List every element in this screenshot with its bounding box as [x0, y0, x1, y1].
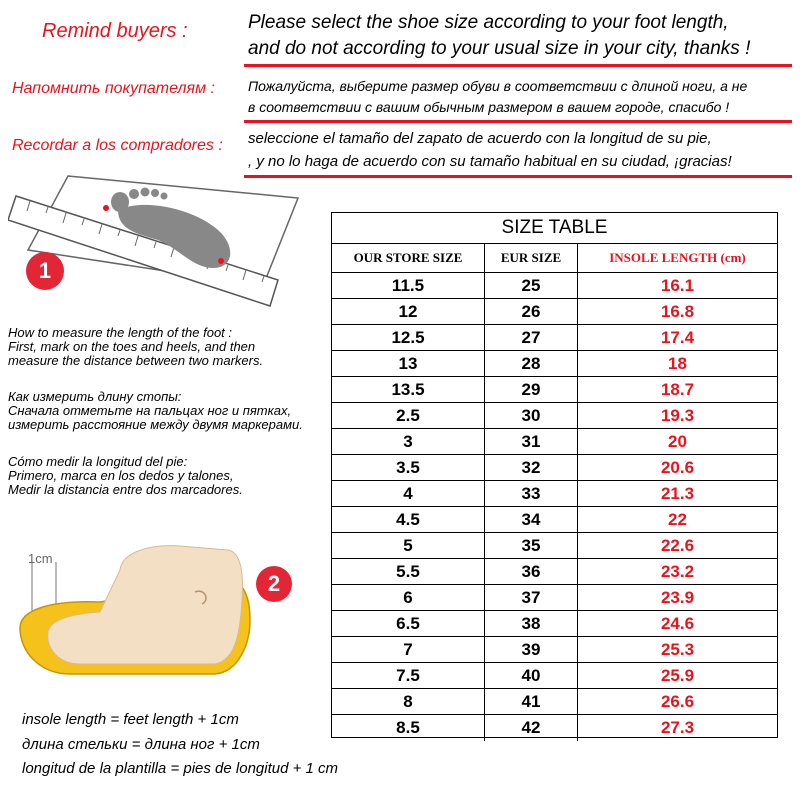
eur-size-cell: 36: [485, 559, 578, 585]
remind-label-es: Recordar a los compradores :: [12, 137, 223, 154]
size-table: [331, 212, 778, 738]
notice-es-line2: , y no lo haga de acuerdo con su tamaño habitual en su ciudad, ¡gracias!: [248, 153, 732, 170]
notice-es-line1: seleccione el tamaño del zapato de acuerdo con la longitud de su pie,: [248, 130, 712, 147]
eur-size-cell: 40: [485, 663, 578, 689]
eur-size-cell: 32: [485, 455, 578, 481]
table-row: [332, 351, 777, 377]
header-store-size: OUR STORE SIZE: [332, 244, 485, 273]
insole-length-cell: 16.1: [578, 273, 777, 299]
store-size-cell: 4: [332, 481, 485, 507]
table-row: [332, 663, 777, 689]
store-size-cell: 6: [332, 585, 485, 611]
table-row: [332, 455, 777, 481]
insole-length-cell: 17.4: [578, 325, 777, 351]
table-row: [332, 637, 777, 663]
notice-ru-line2: в соответствии с вашим обычным размером в вашем городе, спасибо !: [248, 99, 730, 115]
store-size-cell: 8: [332, 689, 485, 715]
eur-size-cell: 28: [485, 351, 578, 377]
formula-ru: длина стельки = длина ног + 1cm: [22, 736, 260, 753]
insole-length-cell: 19.3: [578, 403, 777, 429]
store-size-cell: 4.5: [332, 507, 485, 533]
insole-length-cell: 22.6: [578, 533, 777, 559]
size-table-title: SIZE TABLE: [332, 213, 777, 244]
store-size-cell: 7.5: [332, 663, 485, 689]
insole-length-cell: 23.2: [578, 559, 777, 585]
table-row: [332, 585, 777, 611]
size-table-header: [332, 244, 777, 273]
remind-label-en: Remind buyers :: [42, 20, 188, 42]
store-size-cell: 13: [332, 351, 485, 377]
eur-size-cell: 29: [485, 377, 578, 403]
store-size-cell: 2.5: [332, 403, 485, 429]
underline-en: [244, 64, 792, 67]
formula-en: insole length = feet length + 1cm: [22, 711, 239, 728]
insole-length-cell: 27.3: [660, 718, 695, 737]
table-row: [332, 715, 777, 741]
howto-ru: Как измерить длину стопы: Сначала отметьте на пальцах ног и пятках, измерить расстояние между двумя маркерами.: [8, 389, 303, 432]
notice-ru-line1: Пожалуйста, выберите размер обуви в соответствии с длиной ноги, а не: [248, 78, 748, 94]
insole-length-cell: 23.9: [578, 585, 777, 611]
insole-length-cell: 18: [578, 351, 777, 377]
table-row: [332, 377, 777, 403]
store-size-cell: 7: [332, 637, 485, 663]
store-size-cell: 8.5: [332, 715, 485, 741]
size-table-body: [332, 273, 777, 741]
store-size-cell: 12.5: [332, 325, 485, 351]
eur-size-cell: 39: [485, 637, 578, 663]
insole-length-cell: 25.3: [578, 637, 777, 663]
eur-size-cell: 33: [485, 481, 578, 507]
eur-size-cell: 38: [485, 611, 578, 637]
step-1-badge: 1: [26, 252, 64, 290]
notice-en-line2: and do not according to your usual size in your city, thanks !: [248, 38, 751, 59]
store-size-cell: 12: [332, 299, 485, 325]
store-size-cell: 11.5: [332, 273, 485, 299]
insole-length-cell: 26.6: [578, 689, 777, 715]
store-size-cell: 13.5: [332, 377, 485, 403]
store-size-cell: 6.5: [332, 611, 485, 637]
table-row: [332, 273, 777, 299]
table-row: [332, 429, 777, 455]
insole-length-cell: 21.3: [578, 481, 777, 507]
insole-length-cell: 24.6: [578, 611, 777, 637]
howto-en: How to measure the length of the foot : First, mark on the toes and heels, and then measure the distance between two markers.: [8, 325, 264, 368]
eur-size-cell: 41: [485, 689, 578, 715]
eur-size-cell: 37: [485, 585, 578, 611]
howto-es: Cómo medir la longitud del pie: Primero, marca en los dedos y talones, Medir la distancia entre dos marcadores.: [8, 454, 243, 497]
eur-size-cell: 25: [485, 273, 578, 299]
notice-en-line1: Please select the shoe size according to your foot length,: [248, 12, 729, 33]
insole-length-cell: 20.6: [578, 455, 777, 481]
table-row: [332, 533, 777, 559]
eur-size-cell: 30: [485, 403, 578, 429]
eur-size-cell: 42: [485, 715, 578, 741]
store-size-cell: 3.5: [332, 455, 485, 481]
table-row: [332, 611, 777, 637]
insole-length-cell: 22: [578, 507, 777, 533]
insole-length-cell: 16.8: [578, 299, 777, 325]
eur-size-cell: 34: [485, 507, 578, 533]
insole-length-cell: 20: [578, 429, 777, 455]
foot-measure-illustration: [8, 168, 308, 318]
remind-label-ru: Напомнить покупателям :: [12, 80, 215, 97]
heel-marker-icon: [218, 258, 224, 264]
toe-marker-icon: [103, 205, 109, 211]
table-row: [332, 325, 777, 351]
cm-label: 1cm: [28, 551, 53, 566]
eur-size-cell: 35: [485, 533, 578, 559]
step-2-badge: 2: [256, 566, 292, 602]
eur-size-cell: 26: [485, 299, 578, 325]
eur-size-cell: 27: [485, 325, 578, 351]
eur-size-cell: 31: [485, 429, 578, 455]
store-size-cell: 5: [332, 533, 485, 559]
insole-length-cell: 25.9: [578, 663, 777, 689]
store-size-cell: 5.5: [332, 559, 485, 585]
table-row: [332, 481, 777, 507]
header-insole-length: INSOLE LENGTH (cm): [578, 244, 777, 273]
table-row: [332, 559, 777, 585]
table-row: [332, 507, 777, 533]
table-row: [332, 689, 777, 715]
insole-length-cell: 18.7: [578, 377, 777, 403]
underline-es: [244, 175, 792, 178]
formula-es: longitud de la plantilla = pies de longitud + 1 cm: [22, 760, 339, 777]
underline-ru: [244, 120, 792, 123]
table-row: [332, 403, 777, 429]
header-eur-size: EUR SIZE: [485, 244, 578, 273]
store-size-cell: 3: [332, 429, 485, 455]
table-row: [332, 299, 777, 325]
